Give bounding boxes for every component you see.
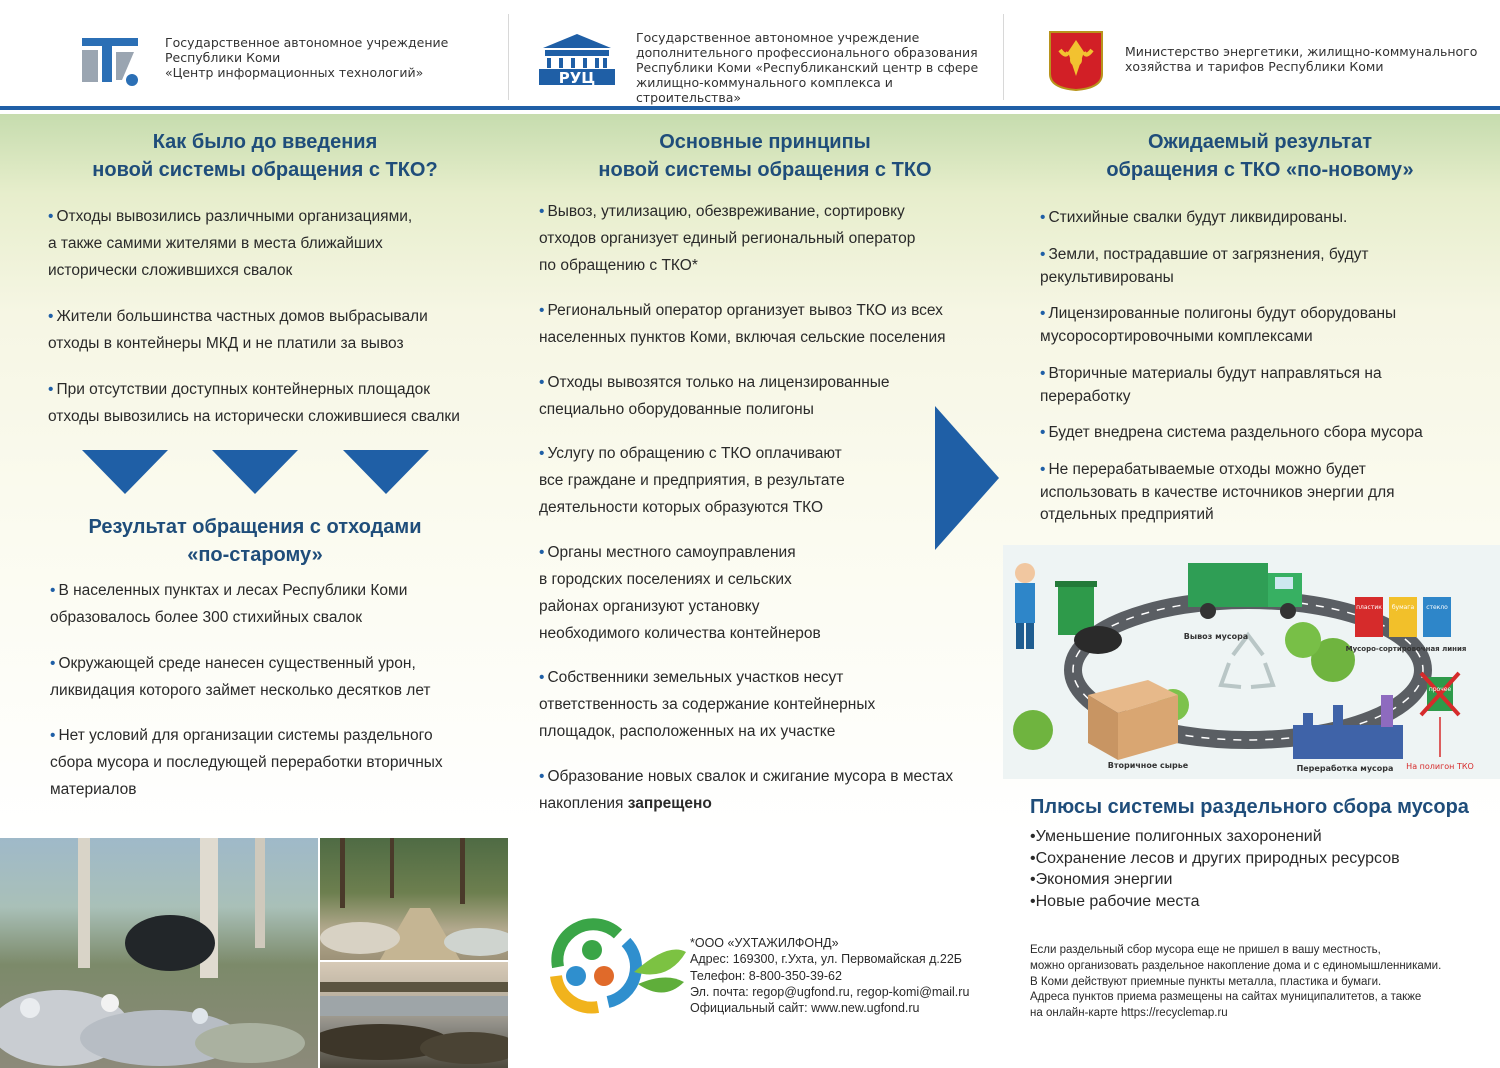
org2-line: жилищно-коммунального комплекса и строительства» [636, 75, 893, 105]
forest-road-dump-photo [320, 838, 508, 960]
bullet-text: Жители большинства частных домов выбрасывали [56, 308, 428, 325]
landfill-bin-crossed-icon [1421, 673, 1459, 715]
contact-line: Официальный сайт: www.new.ugfond.ru [690, 1001, 920, 1016]
plus-item-text: Экономия энергии [1035, 871, 1173, 888]
bullet-dot-icon: • [1040, 305, 1046, 322]
left-result-2 [50, 650, 510, 704]
bullet-line: использовать в качестве источников энергии для [1040, 483, 1395, 501]
bullet-line [539, 198, 979, 225]
bullet-line: районах организуют установку [539, 598, 760, 615]
bullet-line [50, 650, 510, 677]
contact-line: Адрес: 169300, г.Ухта, ул. Первомайская д.22Б [690, 952, 963, 967]
bullet-text: Не перерабатываемые отходы можно будет [1048, 461, 1366, 478]
plus-item-text: Уменьшение полигонных захоронений [1035, 828, 1322, 845]
bullet-line [48, 303, 508, 330]
tree-icon [1285, 622, 1321, 658]
right-item-3 [1040, 303, 1490, 348]
left-title [40, 128, 490, 184]
bullet-line: все граждане и предприятия, в результате [539, 472, 845, 489]
bullet-line [539, 297, 979, 324]
bullet-line: отходы вывозились на исторически сложившиеся свалки [48, 408, 460, 425]
bullet-dot-icon: • [1030, 850, 1036, 867]
bullet-line [539, 369, 979, 396]
org1-block [78, 18, 458, 98]
bullet-text: Отходы вывозились различными организациями, [56, 208, 413, 225]
bullet-line [539, 763, 979, 790]
right-item-1 [1040, 207, 1490, 230]
middle-title [540, 128, 990, 184]
bullet-line: отдельных предприятий [1040, 506, 1214, 523]
bullet-line: отходы в контейнеры МКД и не платили за вывоз [48, 335, 404, 352]
garbage-truck-icon [1188, 563, 1302, 619]
bullet-line: исторически сложившихся свалок [48, 262, 293, 279]
bullet-line: площадок, расположенных на их участке [539, 723, 836, 740]
bullet-text: Услугу по обращению с ТКО оплачивают [547, 445, 842, 462]
title-line: новой системы обращения с ТКО [598, 159, 932, 181]
bullet-line: а также самими жителями в места ближайших [48, 235, 383, 252]
komi-coat-of-arms-icon [1048, 30, 1104, 92]
bullet-line: необходимого количества контейнеров [539, 625, 821, 642]
waste-cycle-illustration [1003, 545, 1500, 779]
secondary-materials-box [1088, 680, 1178, 760]
bullet-line [1040, 459, 1490, 482]
bullet-line: населенных пунктов Коми, включая сельские поселения [539, 329, 946, 346]
bullet-dot-icon: • [539, 768, 545, 785]
bullet-text: В населенных пунктах и лесах Республики Коми [58, 582, 408, 599]
plus-item [1030, 891, 1199, 912]
bin-label-glass: стекло [1426, 604, 1448, 611]
bullet-line: ответственность за содержание контейнерных [539, 696, 876, 713]
recycling-factory-icon [1293, 695, 1403, 759]
label-sorting: Мусоро-сортировочная линия [1345, 645, 1467, 653]
bullet-line: отходов организует единый региональный оператор [539, 230, 916, 247]
recycling-note [1030, 943, 1485, 1022]
bullet-text: Вторичные материалы будут направляться на [1048, 365, 1382, 382]
bullet-text: Органы местного самоуправления [547, 544, 796, 561]
bullet-line: в городских поселениях и сельских [539, 571, 792, 588]
dump-forest-photo [0, 838, 318, 1068]
right-item-4 [1040, 363, 1490, 408]
bullet-bold-text: запрещено [627, 795, 712, 812]
plus-item [1030, 826, 1322, 847]
contact-block [690, 935, 969, 1016]
riverbank-dump-photo [320, 962, 508, 1068]
ruc-logo-text: РУЦ [558, 69, 596, 86]
middle-item-4 [539, 440, 979, 521]
bullet-dot-icon: • [539, 374, 545, 391]
org2-text [636, 30, 997, 105]
title-line: Как было до введения [152, 131, 378, 153]
bullet-text: Образование новых свалок и сжигание мусора в местах [547, 768, 954, 785]
middle-item-3 [539, 369, 979, 423]
bullet-line [539, 664, 979, 691]
bullet-dot-icon: • [539, 203, 545, 220]
left-subtitle [40, 513, 470, 569]
photo-illustration [320, 838, 508, 960]
subtitle-line: «по-старому» [187, 544, 323, 566]
plus-item [1030, 848, 1400, 869]
bin-label-plastic: пластик [1356, 604, 1382, 611]
sorting-bins [1355, 597, 1451, 637]
org1-line: Государственное автономное учреждение [165, 35, 449, 50]
bullet-line: сбора мусора и последующей переработки вторичных [50, 754, 443, 771]
bullet-line [539, 790, 979, 817]
plus-item-text: Сохранение лесов и других природных ресурсов [1035, 850, 1400, 867]
bullet-line: переработку [1040, 387, 1131, 405]
org1-line: Республики Коми [165, 50, 281, 65]
bullet-line [50, 722, 510, 749]
bullet-dot-icon: • [1040, 461, 1046, 478]
bullet-text: Региональный оператор организует вывоз ТКО из всех [547, 302, 943, 319]
org3-line: Министерство энергетики, жилищно-коммунального [1125, 44, 1478, 59]
left-item-2 [48, 303, 508, 357]
label-secondary: Вторичное сырье [1107, 761, 1189, 770]
left-result-1 [50, 577, 510, 631]
org3-line: хозяйства и тарифов Республики Коми [1125, 59, 1384, 74]
bullet-line: ликвидация которого займет несколько десятков лет [50, 682, 431, 699]
middle-item-6 [539, 664, 979, 745]
right-item-5 [1040, 422, 1490, 445]
bullet-dot-icon: • [50, 582, 56, 599]
worker-figure [1015, 563, 1035, 649]
contact-line: *ООО «УХТАЖИЛФОНД» [690, 936, 839, 950]
title-line: Основные принципы [659, 131, 871, 153]
bullet-dot-icon: • [539, 544, 545, 561]
recycle-symbol-icon [1221, 635, 1273, 687]
bullet-dot-icon: • [1040, 246, 1046, 263]
bullet-line [1040, 422, 1490, 445]
bullet-dot-icon: • [1030, 828, 1036, 845]
down-arrow-icon [82, 450, 168, 494]
bullet-dot-icon: • [1040, 365, 1046, 382]
tree-icon [1013, 710, 1053, 750]
bullet-line [1040, 244, 1490, 267]
photo-illustration [0, 838, 318, 1068]
bin-label-other: прочее [1428, 686, 1452, 693]
title-line: обращения с ТКО «по-новому» [1106, 159, 1414, 181]
right-title [1035, 128, 1485, 184]
org3-text [1125, 44, 1477, 74]
contact-line: Эл. почта: regop@ugfond.ru, regop-komi@mail.ru [690, 984, 970, 999]
left-result-3 [50, 722, 510, 803]
middle-item-5 [539, 539, 979, 647]
subtitle-line: Результат обращения с отходами [88, 516, 422, 538]
bullet-line [1040, 363, 1490, 386]
note-line: Если раздельный сбор мусора еще не пришел в вашу местность, [1030, 944, 1381, 956]
label-landfill: На полигон ТКО [1406, 762, 1474, 771]
left-item-1 [48, 203, 508, 284]
bullet-line [1040, 303, 1490, 326]
bullet-line: материалов [50, 781, 137, 798]
bullet-dot-icon: • [539, 302, 545, 319]
bullet-line [48, 376, 508, 403]
header-divider [508, 14, 509, 100]
note-line: Адреса пунктов приема размещены на сайтах муниципалитетов, а также [1030, 991, 1422, 1004]
ruc-logo-icon [537, 32, 617, 86]
bullet-dot-icon: • [1040, 424, 1046, 441]
org1-line: «Центр информационных технологий» [165, 65, 424, 80]
bullet-text: Земли, пострадавшие от загрязнения, будут [1048, 246, 1369, 263]
left-item-3 [48, 376, 508, 430]
header-divider [1003, 14, 1004, 100]
down-arrow-icon [212, 450, 298, 494]
bullet-dot-icon: • [50, 655, 56, 672]
bullet-text: Собственники земельных участков несут [547, 669, 844, 686]
bullet-line [539, 440, 979, 467]
org1-text [165, 35, 448, 80]
bullet-dot-icon: • [1040, 209, 1046, 226]
bullet-text: При отсутствии доступных контейнерных площадок [56, 381, 431, 398]
contact-line: Телефон: 8-800-350-39-62 [690, 968, 842, 983]
bullet-dot-icon: • [1030, 893, 1036, 910]
org2-line: Республики Коми «Республиканский центр в сфере [636, 60, 979, 75]
org2-line: Государственное автономное учреждение [636, 30, 920, 45]
right-arrow-icon [935, 406, 999, 550]
bullet-text: Окружающей среде нанесен существенный урон, [58, 655, 416, 672]
note-line: можно организовать раздельное накопление дома и с единомышленниками. [1030, 959, 1442, 972]
bullet-line: мусоросортировочными комплексами [1040, 327, 1313, 345]
bullet-text: Отходы вывозятся только на лицензированные [547, 374, 890, 391]
bullet-dot-icon: • [1030, 871, 1036, 888]
org3-block [1048, 18, 1488, 98]
bullet-text: накопления [539, 795, 628, 812]
bullet-line: специально оборудованные полигоны [539, 401, 814, 418]
plus-item-text: Новые рабочие места [1035, 893, 1200, 910]
bullet-line: рекультивированы [1040, 268, 1174, 286]
cit-logo-icon [78, 32, 142, 88]
org2-block [537, 18, 997, 105]
bullet-text: Стихийные свалки будут ликвидированы. [1048, 209, 1348, 226]
plus-title: Плюсы системы раздельного сбора мусора [1030, 796, 1469, 818]
bullet-text: Нет условий для организации системы раздельного [58, 727, 433, 744]
bullet-dot-icon: • [48, 208, 54, 225]
photo-illustration [320, 962, 508, 1068]
middle-item-7 [539, 763, 979, 817]
bullet-line: образовалось более 300 стихийных свалок [50, 609, 363, 626]
plus-item [1030, 869, 1172, 890]
bullet-text: Вывоз, утилизацию, обезвреживание, сортировку [547, 203, 905, 220]
bullet-dot-icon: • [539, 669, 545, 686]
bullet-line: деятельности которых образуются ТКО [539, 499, 824, 516]
bullet-line: по обращению с ТКО* [539, 257, 698, 274]
label-recycling: Переработка мусора [1296, 764, 1394, 773]
bullet-text: Лицензированные полигоны будут оборудованы [1048, 305, 1397, 322]
label-transport: Вывоз мусора [1183, 632, 1249, 641]
right-item-6 [1040, 459, 1490, 527]
bullet-line [48, 203, 508, 230]
middle-item-1 [539, 198, 979, 279]
right-item-2 [1040, 244, 1490, 289]
title-line: Ожидаемый результат [1147, 131, 1373, 153]
header [0, 0, 1500, 110]
note-line: В Коми действуют приемные пункты металла, пластика и бумаги. [1030, 975, 1382, 988]
bullet-dot-icon: • [50, 727, 56, 744]
title-line: новой системы обращения с ТКО? [92, 159, 438, 181]
bullet-line [539, 539, 979, 566]
note-line: на онлайн-карте https://recyclemap.ru [1030, 1007, 1228, 1020]
bullet-dot-icon: • [48, 308, 54, 325]
bullet-dot-icon: • [539, 445, 545, 462]
org2-line: дополнительного профессионального образования [636, 45, 978, 60]
bullet-line [50, 577, 510, 604]
bullet-line [1040, 207, 1490, 230]
ugfond-logo-icon [538, 912, 688, 1022]
bullet-text: Будет внедрена система раздельного сбора мусора [1048, 424, 1423, 441]
bin-label-paper: бумага [1391, 604, 1415, 611]
waste-cycle-diagram [1003, 545, 1500, 779]
down-arrow-icon [343, 450, 429, 494]
bullet-dot-icon: • [48, 381, 54, 398]
middle-item-2 [539, 297, 979, 351]
